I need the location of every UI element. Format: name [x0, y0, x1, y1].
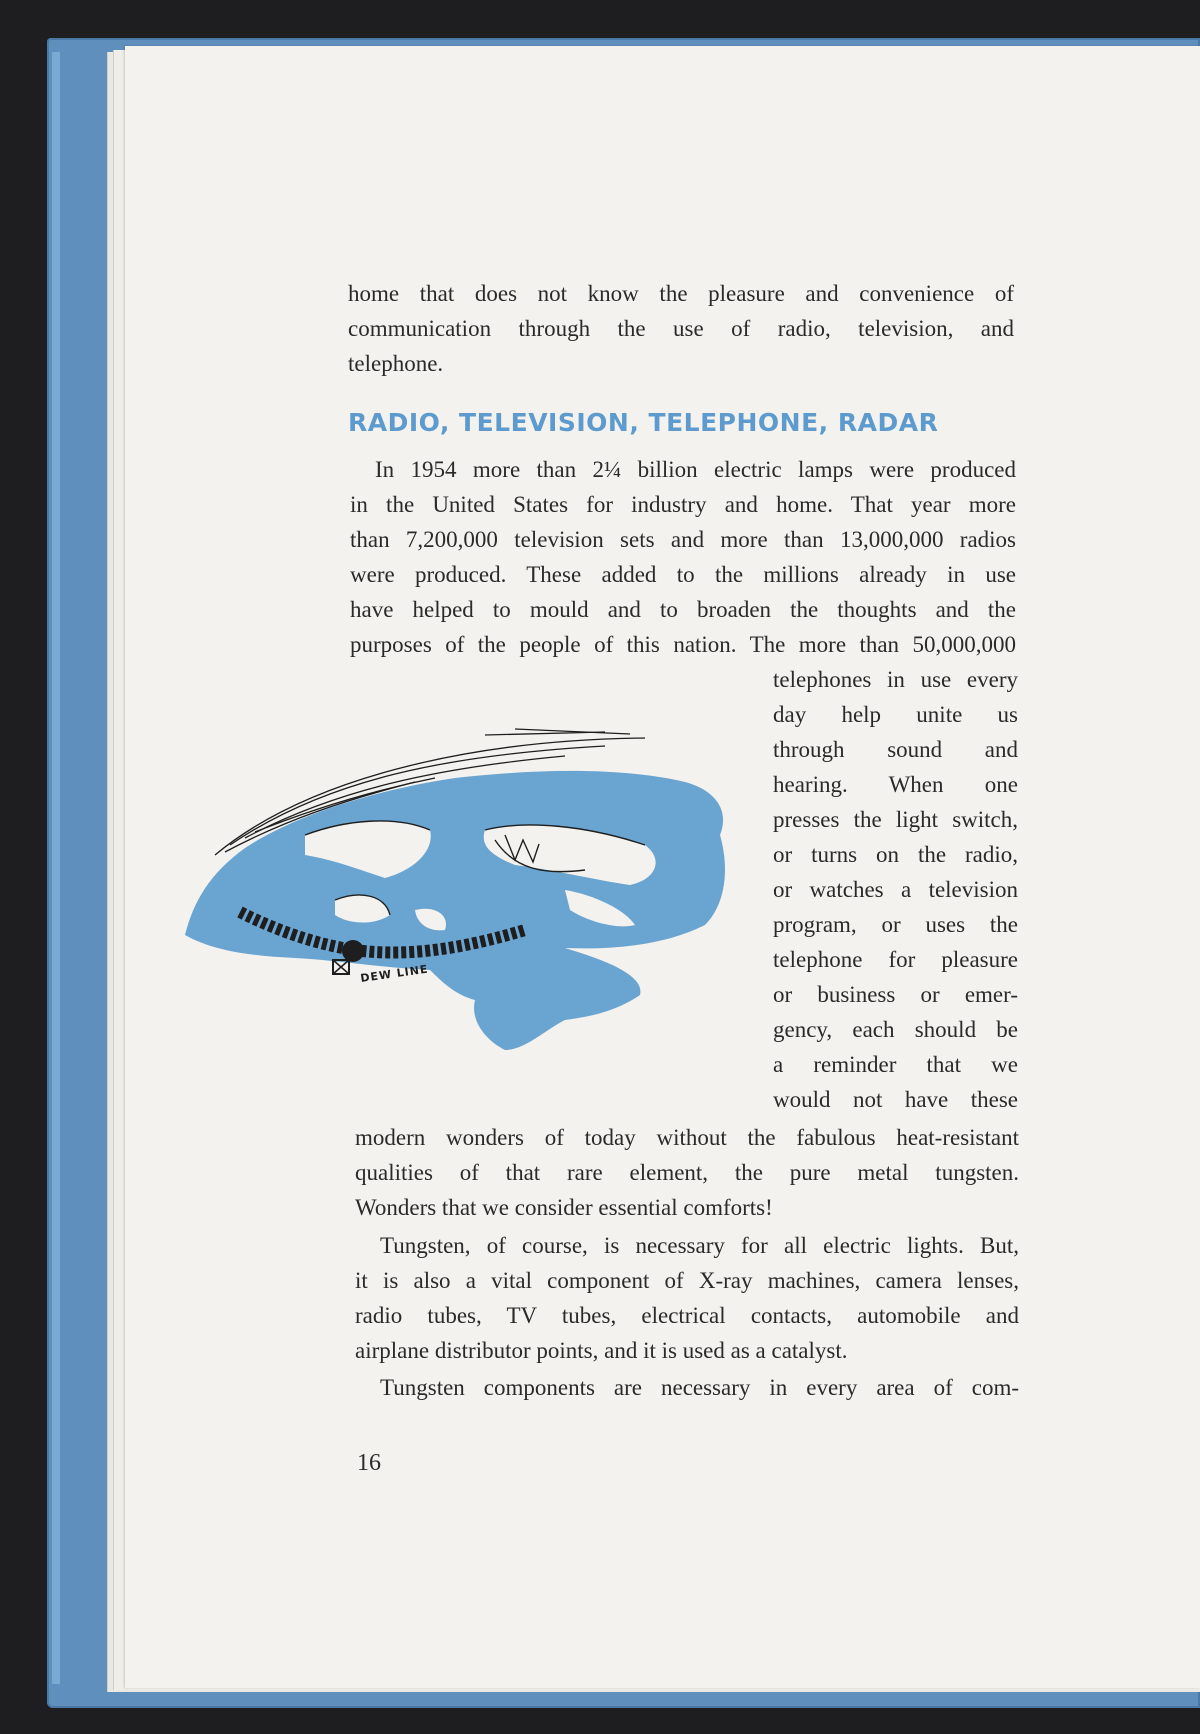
text-line: gency, each should be: [773, 1017, 1018, 1042]
text-line: Wonders that we consider essential comforts!: [355, 1195, 773, 1220]
text-line: through sound and: [773, 737, 1018, 762]
cover-edge: [52, 52, 60, 1684]
text-line: telephones in use every: [773, 667, 1018, 692]
text-line: it is also a vital component of X-ray machines, camera lenses,: [355, 1268, 1019, 1293]
text-line: would not have these: [773, 1087, 1018, 1112]
intro-paragraph: [348, 276, 1014, 381]
dew-line-label: DEW LINE: [359, 962, 430, 985]
dew-line-map-illustration: [185, 720, 775, 1100]
text-line: program, or uses the: [773, 912, 1018, 937]
text-line: telephone for pleasure: [773, 947, 1018, 972]
text-line: or business or emer-: [773, 982, 1018, 1007]
text-line: or watches a television: [773, 877, 1018, 902]
text-line: qualities of that rare element, the pure metal tungsten.: [355, 1160, 1019, 1185]
text-line: communication through the use of radio, television, and: [348, 316, 1014, 341]
text-line: presses the light switch,: [773, 807, 1018, 832]
text-line: were produced. These added to the millions already in use: [350, 562, 1016, 587]
text-line: In 1954 more than 2¼ billion electric lamps were produced: [375, 457, 1016, 482]
paragraph-2: [355, 1228, 1019, 1368]
text-line: have helped to mould and to broaden the thoughts and the: [350, 597, 1016, 622]
paragraph-1-side-column: [773, 662, 1018, 1117]
arctic-map-shape: [185, 771, 725, 1050]
text-line: radio tubes, TV tubes, electrical contacts, automobile and: [355, 1303, 1019, 1328]
text-line: home that does not know the pleasure and convenience of: [348, 281, 1014, 306]
paragraph-1-top: [350, 452, 1016, 662]
text-line: or turns on the radio,: [773, 842, 1018, 867]
section-heading: RADIO, TELEVISION, TELEPHONE, RADAR: [348, 408, 939, 437]
text-line: Tungsten, of course, is necessary for all electric lights. But,: [380, 1233, 1019, 1258]
text-line: airplane distributor points, and it is used as a catalyst.: [355, 1338, 848, 1363]
text-line: modern wonders of today without the fabulous heat-resistant: [355, 1125, 1019, 1150]
text-line: a reminder that we: [773, 1052, 1018, 1077]
page-number: 16: [357, 1450, 381, 1476]
paragraph-1-bottom: [355, 1120, 1019, 1225]
text-line: in the United States for industry and home. That year more: [350, 492, 1016, 517]
text-line: hearing. When one: [773, 772, 1018, 797]
paragraph-3: [355, 1370, 1019, 1405]
text-line: day help unite us: [773, 702, 1018, 727]
text-line: Tungsten components are necessary in every area of com-: [380, 1375, 1019, 1400]
text-line: telephone.: [348, 351, 444, 376]
text-line: than 7,200,000 television sets and more than 13,000,000 radios: [350, 527, 1016, 552]
text-line: purposes of the people of this nation. The more than 50,000,000: [350, 632, 1016, 657]
